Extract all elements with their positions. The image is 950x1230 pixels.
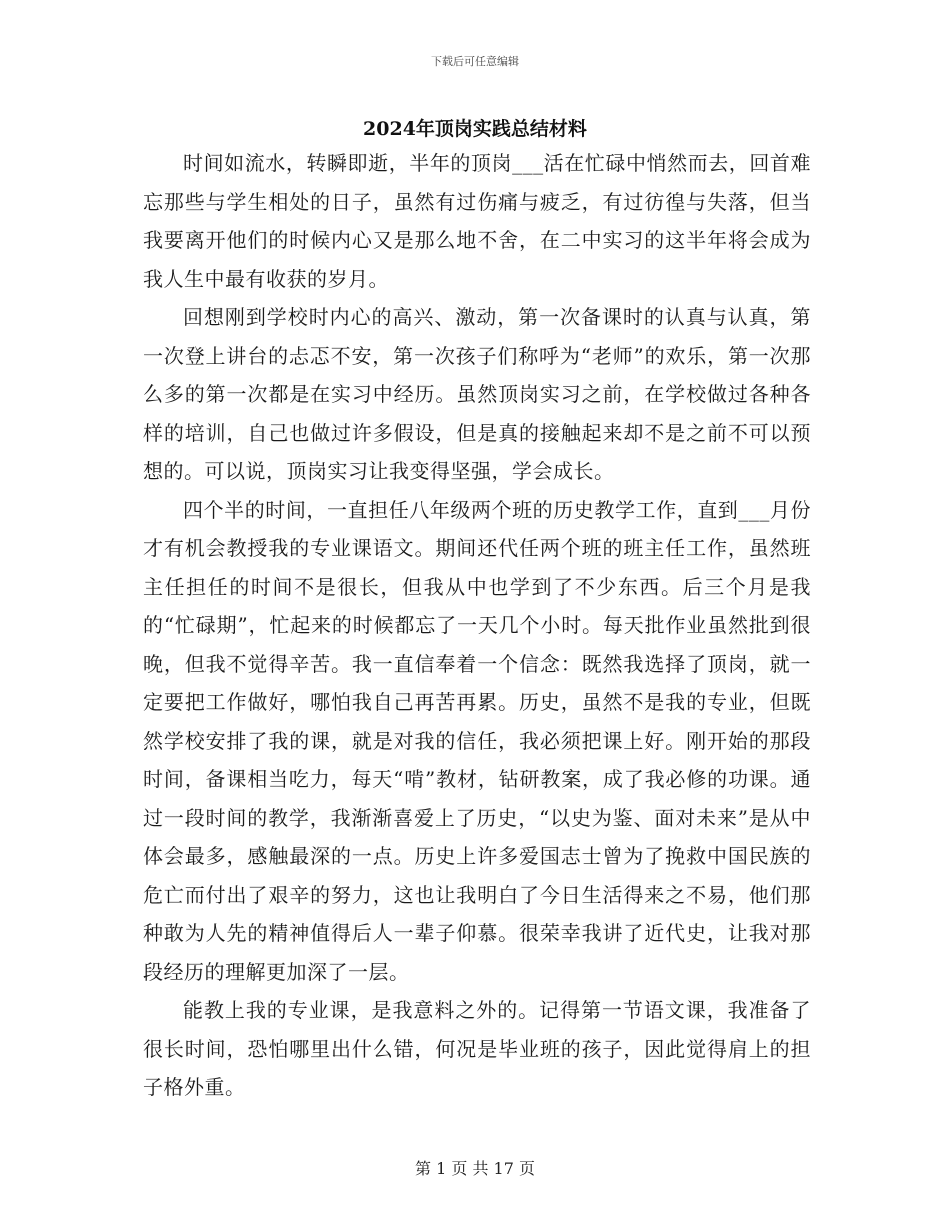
document-body (143, 144, 811, 1107)
paragraph-1: 时间如流水，转瞬即逝，半年的顶岗___活在忙碌中悄然而去，回首难忘那些与学生相处的日子，虽然有过伤痛与疲乏，有过彷徨与失落，但当我要离开他们的时候内心又是那么地不舍，在二中实习的这半年将会成为我人生中最有收获的岁月。 (143, 151, 811, 291)
paragraph-4: 能教上我的专业课，是我意料之外的。记得第一节语文课，我准备了很长时间，恐怕哪里出什么错，何况是毕业班的孩子，因此觉得肩上的担子格外重。 (143, 998, 811, 1099)
paragraph-3: 四个半的时间，一直担任八年级两个班的历史教学工作，直到___月份才有机会教授我的专业课语文。期间还代任两个班的班主任工作，虽然班主任担任的时间不是很长，但我从中也学到了不少东西。后三个月是我的“忙碌期”，忙起来的时候都忘了一天几个小时。每天批作业虽然批到很晚，但我不觉得辛苦。我一直信奉着一个信念：既然我选择了顶岗，就一定要把工作做好，哪怕我自己再苦再累。历史，虽然不是我的专业，但既然学校安排了我的课，就是对我的信任，我必须把课上好。刚开始的那段时间，备课相当吃力，每天“啃”教材，钻研教案，成了我必修的功课。通过一段时间的教学，我渐渐喜爱上了历史，“以史为鉴、面对未来”是从中体会最多，感触最深的一点。历史上许多爱国志士曾为了挽救中国民族的危亡而付出了艰辛的努力，这也让我明白了今日生活得来之不易，他们那种敢为人先的精神值得后人一辈子仰慕。很荣幸我讲了近代史，让我对那段经历的理解更加深了一层。 (143, 497, 811, 984)
header-note: 下载后可任意编辑 (431, 55, 519, 68)
page-number: 第 1 页 共 17 页 (415, 1159, 535, 1178)
document-title: 2024年顶岗实践总结材料 (363, 118, 587, 140)
paragraph-2: 回想刚到学校时内心的高兴、激动，第一次备课时的认真与认真，第一次登上讲台的忐忑不安，第一次孩子们称呼为“老师”的欢乐，第一次那么多的第一次都是在实习中经历。虽然顶岗实习之前，在学校做过各种各样的培训，自己也做过许多假设，但是真的接触起来却不是之前不可以预想的。可以说，顶岗实习让我变得坚强，学会成长。 (143, 305, 811, 483)
